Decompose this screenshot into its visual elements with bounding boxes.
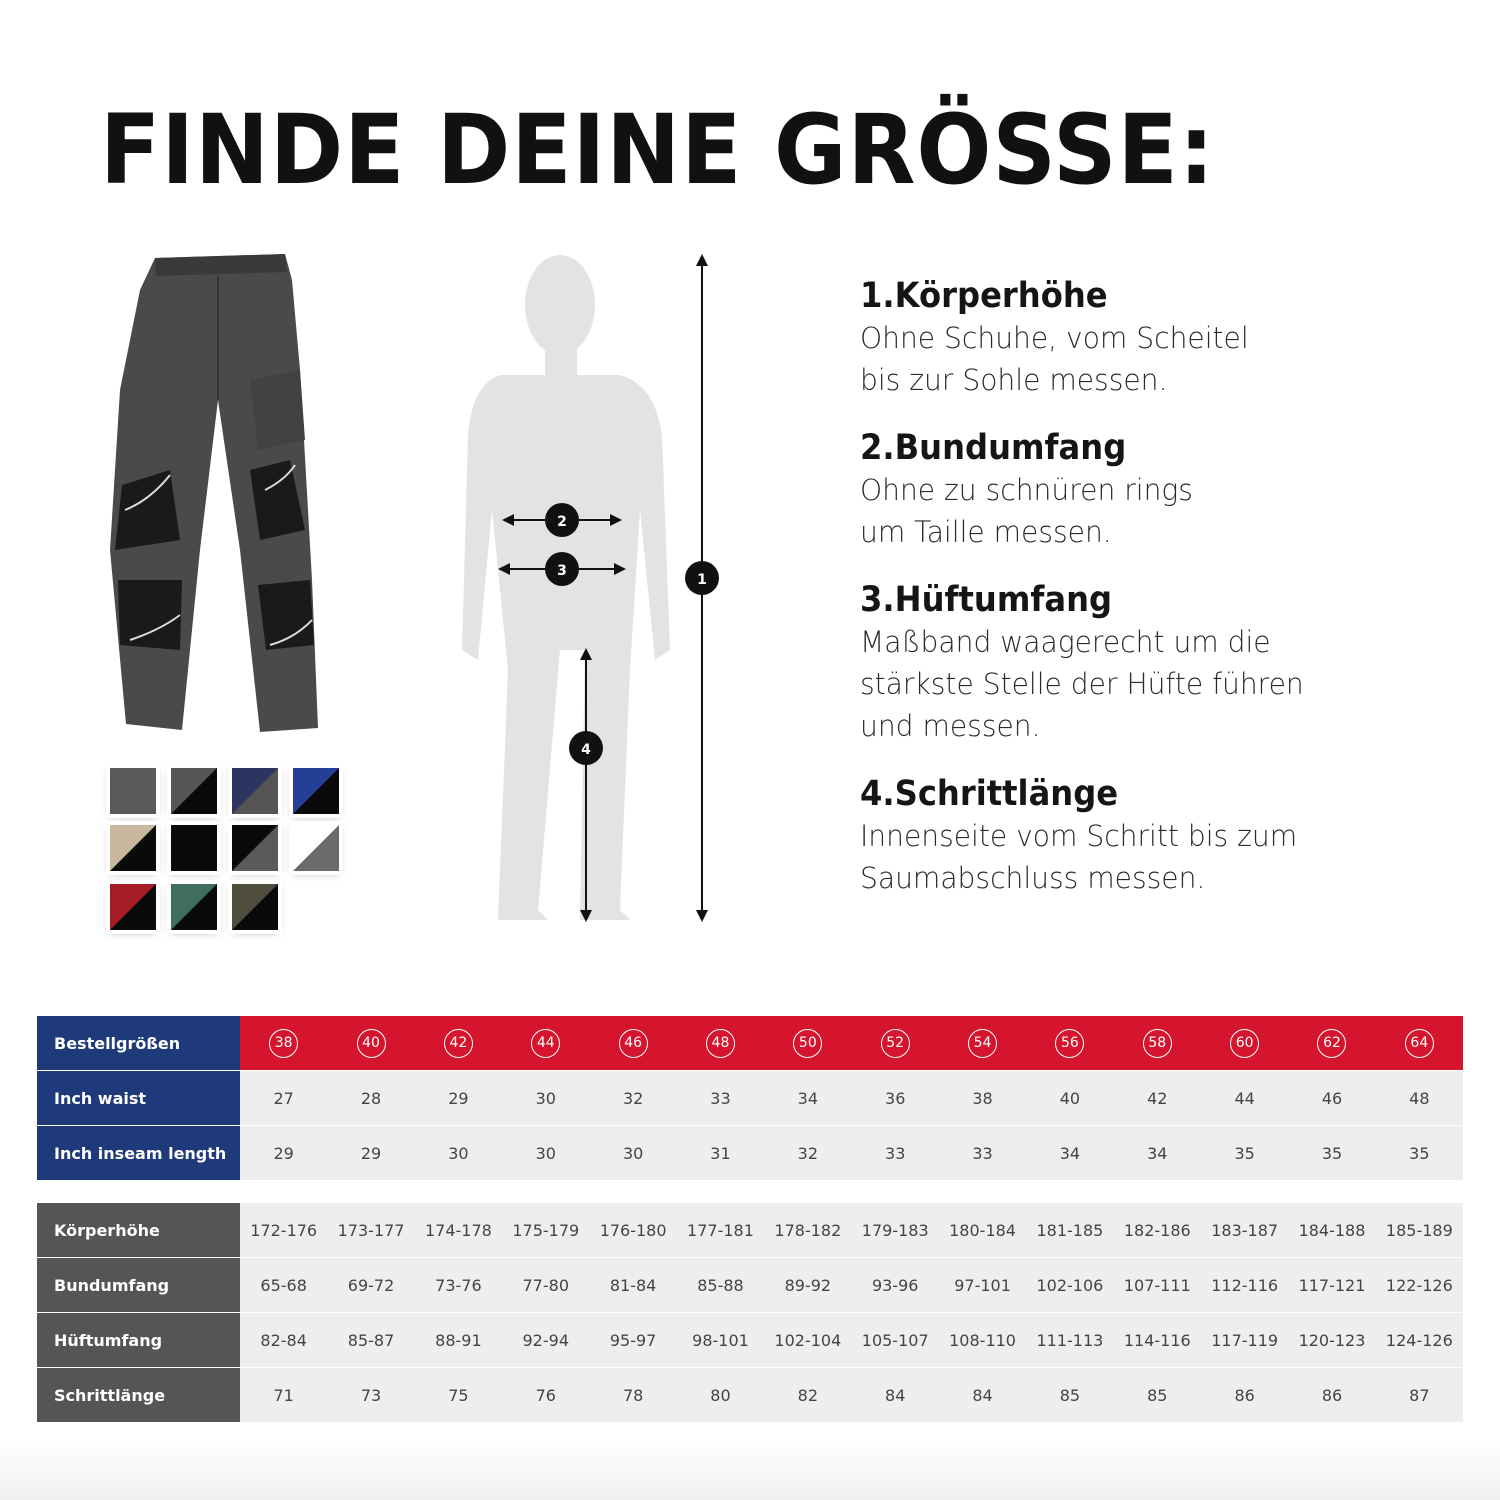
table-cell: 117-121 — [1298, 1275, 1366, 1295]
table-row — [37, 1258, 1463, 1313]
instruction-text: stärkste Stelle der Hüfte führen — [860, 667, 1304, 701]
table-cell: 86 — [1321, 1385, 1343, 1405]
table-cell: 177-181 — [687, 1220, 754, 1240]
table-cell: 179-183 — [861, 1220, 929, 1240]
size-cell — [1026, 1016, 1113, 1070]
table-cell: 102-104 — [774, 1330, 842, 1350]
table-cell: 46 — [1321, 1088, 1343, 1108]
table-cell: 87 — [1409, 1385, 1430, 1405]
size-cell — [1288, 1016, 1375, 1070]
table-cell: 82-84 — [260, 1330, 307, 1350]
table-cell: 108-110 — [949, 1330, 1016, 1350]
table-cell: 181-185 — [1036, 1220, 1104, 1240]
instruction-inseam — [860, 773, 1460, 899]
instruction-text: um Taille messen. — [860, 515, 1112, 549]
table-cell: 185-189 — [1385, 1220, 1453, 1240]
table-cell: 29 — [273, 1143, 294, 1163]
marker-2: 2 — [557, 514, 567, 530]
table-cell: 98-101 — [692, 1330, 749, 1350]
color-swatch[interactable] — [293, 768, 339, 814]
color-swatch[interactable] — [110, 768, 156, 814]
size-cell — [589, 1016, 676, 1070]
table-cell: 44 — [1234, 1088, 1255, 1108]
table-cell: 73 — [360, 1385, 382, 1405]
table-cell: 78 — [622, 1385, 644, 1405]
table-cell: 29 — [448, 1088, 469, 1108]
table-cell: 107-111 — [1123, 1275, 1191, 1295]
size-badge: 62 — [1317, 1029, 1346, 1058]
table-cell: 122-126 — [1385, 1275, 1453, 1295]
table-cell: 73-76 — [435, 1275, 482, 1295]
table-row — [37, 1313, 1463, 1368]
size-badge: 38 — [269, 1029, 298, 1058]
table-cell: 175-179 — [512, 1220, 580, 1240]
table-cell: 84 — [885, 1385, 906, 1405]
instruction-heading: 1.Körperhöhe — [860, 276, 1108, 316]
size-badge: 46 — [619, 1029, 648, 1058]
table-cell: 84 — [972, 1385, 993, 1405]
row-label: Hüftumfang — [37, 1313, 240, 1367]
table-cell: 35 — [1409, 1143, 1430, 1163]
size-cell — [677, 1016, 764, 1070]
size-cell — [502, 1016, 589, 1070]
table-row — [37, 1368, 1463, 1423]
instruction-text: Saumabschluss messen. — [860, 861, 1206, 895]
row-label: Schrittlänge — [37, 1368, 240, 1422]
table-cell: 27 — [273, 1088, 294, 1108]
size-badge: 52 — [881, 1029, 910, 1058]
table-row — [37, 1203, 1463, 1258]
table-cell: 35 — [1321, 1143, 1343, 1163]
table-cell: 97-101 — [954, 1275, 1011, 1295]
marker-3: 3 — [557, 563, 567, 579]
instruction-waist — [860, 427, 1460, 553]
size-badge: 64 — [1405, 1029, 1434, 1058]
table-cell: 76 — [535, 1385, 556, 1405]
table-cell: 30 — [535, 1088, 556, 1108]
table-cell: 178-182 — [774, 1220, 842, 1240]
table-cell: 48 — [1409, 1088, 1430, 1108]
instruction-hip — [860, 579, 1460, 747]
table-cell: 111-113 — [1036, 1330, 1104, 1350]
instruction-text: Maßband waagerecht um die — [860, 625, 1271, 659]
size-table-inch — [37, 1016, 1463, 1181]
row-label: Körperhöhe — [37, 1203, 240, 1257]
table-cell: 30 — [535, 1143, 556, 1163]
table-cell: 85-87 — [347, 1330, 395, 1350]
instruction-heading: 3.Hüftumfang — [860, 580, 1113, 620]
size-badge: 50 — [793, 1029, 822, 1058]
size-table-cm — [37, 1203, 1463, 1423]
color-swatch[interactable] — [232, 768, 278, 814]
table-cell: 77-80 — [522, 1275, 569, 1295]
marker-1: 1 — [697, 572, 707, 588]
table-cell: 42 — [1147, 1088, 1168, 1108]
table-cell: 34 — [1147, 1143, 1168, 1163]
size-badge: 60 — [1230, 1029, 1259, 1058]
table-cell: 176-180 — [599, 1220, 667, 1240]
table-cell: 65-68 — [260, 1275, 307, 1295]
size-cell — [939, 1016, 1026, 1070]
silhouette-icon — [462, 255, 670, 920]
table-header-row — [37, 1016, 1463, 1071]
size-badge: 42 — [444, 1029, 473, 1058]
row-label: Inch waist — [37, 1071, 240, 1125]
table-cell: 38 — [972, 1088, 993, 1108]
table-cell: 93-96 — [871, 1275, 919, 1295]
table-cell: 173-177 — [337, 1220, 405, 1240]
color-swatch[interactable] — [110, 825, 156, 871]
table-cell: 82 — [797, 1385, 819, 1405]
table-cell: 81-84 — [609, 1275, 657, 1295]
table-cell: 86 — [1234, 1385, 1255, 1405]
table-cell: 36 — [885, 1088, 906, 1108]
size-cell — [240, 1016, 327, 1070]
table-cell: 89-92 — [784, 1275, 832, 1295]
table-cell: 33 — [710, 1088, 731, 1108]
instruction-text: Innenseite vom Schritt bis zum — [860, 819, 1298, 853]
table-cell: 75 — [448, 1385, 469, 1405]
page-title: FINDE DEINE GRÖSSE: — [100, 94, 1215, 206]
size-badge: 56 — [1055, 1029, 1084, 1058]
table-cell: 33 — [972, 1143, 993, 1163]
table-cell: 33 — [885, 1143, 906, 1163]
table-cell: 114-116 — [1123, 1330, 1191, 1350]
table-cell: 85-88 — [697, 1275, 744, 1295]
table-cell: 117-119 — [1211, 1330, 1279, 1350]
table-cell: 40 — [1059, 1088, 1081, 1108]
color-swatch[interactable] — [171, 884, 217, 930]
size-cell — [1376, 1016, 1463, 1070]
bottom-fade — [0, 1440, 1500, 1500]
table-cell: 120-123 — [1298, 1330, 1366, 1350]
size-cell — [1114, 1016, 1201, 1070]
table-cell: 172-176 — [250, 1220, 318, 1240]
color-swatch[interactable] — [171, 768, 217, 814]
table-cell: 32 — [622, 1088, 644, 1108]
table-cell: 105-107 — [861, 1330, 929, 1350]
table-cell: 32 — [797, 1143, 819, 1163]
instruction-text: bis zur Sohle messen. — [860, 363, 1168, 397]
instruction-text: Ohne zu schnüren rings — [860, 473, 1193, 507]
instruction-text: Ohne Schuhe, vom Scheitel — [860, 321, 1249, 355]
table-cell: 174-178 — [424, 1220, 492, 1240]
table-cell: 69-72 — [347, 1275, 395, 1295]
size-badge: 44 — [531, 1029, 560, 1058]
size-cell — [764, 1016, 851, 1070]
instruction-text: und messen. — [860, 709, 1041, 743]
table-cell: 29 — [360, 1143, 382, 1163]
table-row — [37, 1126, 1463, 1181]
color-swatch[interactable] — [293, 825, 339, 871]
table-cell: 31 — [710, 1143, 731, 1163]
body-silhouette — [440, 250, 740, 940]
table-cell: 85 — [1147, 1385, 1168, 1405]
color-swatch[interactable] — [232, 825, 278, 871]
work-trousers-image — [100, 250, 330, 740]
table-cell: 80 — [710, 1385, 731, 1405]
table-cell: 28 — [360, 1088, 382, 1108]
instruction-heading: 2.Bundumfang — [860, 428, 1127, 468]
table-cell: 71 — [273, 1385, 294, 1405]
size-cell — [415, 1016, 502, 1070]
table-row — [37, 1071, 1463, 1126]
table-cell: 124-126 — [1385, 1330, 1453, 1350]
table-cell: 95-97 — [609, 1330, 657, 1350]
table-cell: 112-116 — [1211, 1275, 1279, 1295]
table-cell: 180-184 — [949, 1220, 1016, 1240]
size-badge: 40 — [357, 1029, 386, 1058]
table-cell: 183-187 — [1211, 1220, 1279, 1240]
marker-4: 4 — [581, 742, 591, 758]
size-cell — [1201, 1016, 1288, 1070]
row-label: Bestellgrößen — [37, 1016, 240, 1070]
table-cell: 35 — [1234, 1143, 1255, 1163]
color-swatch[interactable] — [171, 825, 217, 871]
table-cell: 30 — [448, 1143, 469, 1163]
table-cell: 102-106 — [1036, 1275, 1104, 1295]
table-cell: 85 — [1059, 1385, 1081, 1405]
table-cell: 34 — [1059, 1143, 1081, 1163]
color-swatch[interactable] — [110, 884, 156, 930]
size-badge: 54 — [968, 1029, 997, 1058]
size-cell — [852, 1016, 939, 1070]
size-cell — [327, 1016, 414, 1070]
size-badge: 58 — [1143, 1029, 1172, 1058]
table-cell: 30 — [622, 1143, 644, 1163]
color-swatch[interactable] — [232, 884, 278, 930]
table-cell: 182-186 — [1123, 1220, 1191, 1240]
table-cell: 34 — [797, 1088, 819, 1108]
instruction-height — [860, 275, 1460, 401]
row-label: Bundumfang — [37, 1258, 240, 1312]
instruction-heading: 4.Schrittlänge — [860, 774, 1119, 814]
table-cell: 92-94 — [522, 1330, 569, 1350]
table-cell: 88-91 — [435, 1330, 482, 1350]
row-label: Inch inseam length — [37, 1126, 240, 1180]
table-cell: 184-188 — [1298, 1220, 1366, 1240]
size-badge: 48 — [706, 1029, 735, 1058]
